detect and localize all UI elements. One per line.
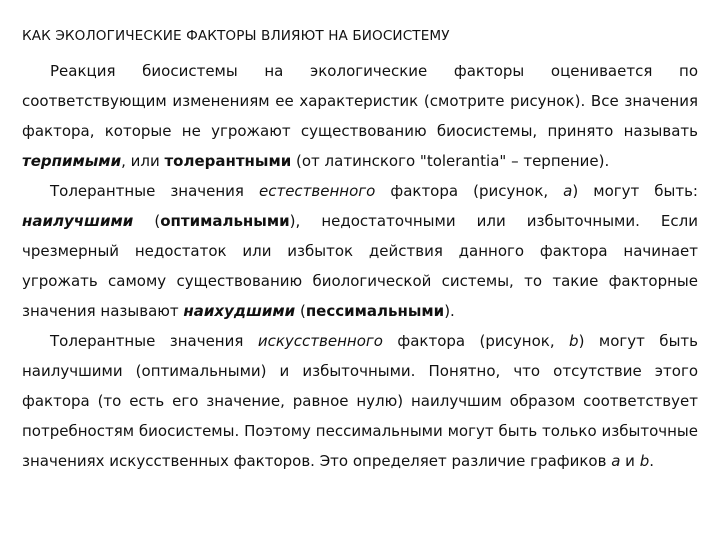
text-span: , или: [121, 152, 165, 170]
text-span: (: [133, 212, 161, 230]
paragraph-natural-factor: [22, 176, 698, 326]
term-artificial: искусственного: [257, 332, 383, 350]
text-span: Толерантные значения: [50, 332, 258, 350]
term-best: наилучшими: [22, 212, 134, 230]
term-pessimal: пессимальными: [305, 302, 445, 320]
term-tolerable: терпимыми: [22, 152, 122, 170]
paragraph-tolerance-definition: [22, 56, 698, 176]
text-span: фактора (рисунок,: [382, 332, 570, 350]
figure-ref-b: b: [569, 332, 579, 350]
figure-ref-a: а: [563, 182, 573, 200]
term-tolerant: толерантными: [164, 152, 292, 170]
text-span: ).: [444, 302, 455, 320]
text-span: фактора (рисунок,: [375, 182, 564, 200]
text-span: (: [295, 302, 306, 320]
figure-ref-a: а: [611, 452, 621, 470]
text-span: и: [620, 452, 640, 470]
text-span: (от латинского "tolerantia" – терпение).: [291, 152, 610, 170]
term-worst: наихудшими: [183, 302, 296, 320]
slide-body: [22, 56, 698, 476]
text-span: .: [649, 452, 654, 470]
text-span: Реакция биосистемы на экологические факторы оценивается по соответствующим изменениям ее характеристик (смотрите рисунок). Все значения фактора, которые не угрожают существованию биосистемы, принято называть: [22, 62, 698, 140]
term-natural: естественного: [258, 182, 376, 200]
paragraph-artificial-factor: [22, 326, 698, 476]
text-span: Толерантные значения: [50, 182, 259, 200]
text-span: ), недостаточными или избыточными. Если чрезмерный недостаток или избыток действия данного фактора начинает угрожать самому существованию биологической системы, то такие факторные значения называют: [22, 212, 698, 320]
text-span: ) могут быть наилучшими (оптимальными) и избыточными. Понятно, что отсутствие этого фактора (то есть его значение, равное нулю) наилучшим образом соответствует потребностям биосистемы. Поэтому пессимальными могут быть только избыточные значениях искусственных факторов. Это определяет различие графиков: [22, 332, 698, 470]
slide-title: КАК ЭКОЛОГИЧЕСКИЕ ФАКТОРЫ ВЛИЯЮТ НА БИОСИСТЕМУ: [22, 28, 450, 44]
text-span: ) могут быть:: [572, 182, 698, 200]
term-optimal: оптимальными: [160, 212, 290, 230]
figure-ref-b: b: [639, 452, 650, 470]
